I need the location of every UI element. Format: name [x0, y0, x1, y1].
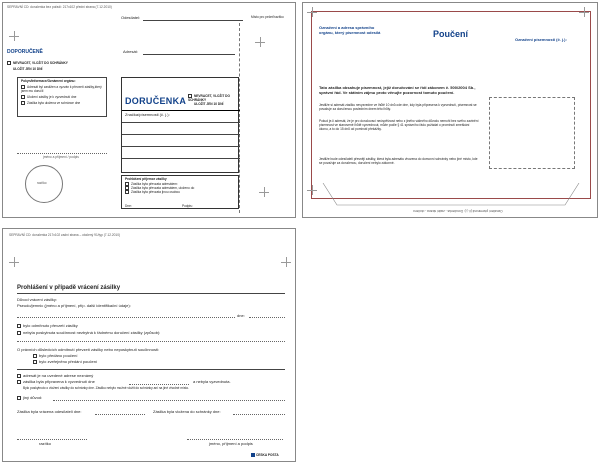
- receipt-checkbox-3[interactable]: [125, 190, 129, 194]
- c-note: Bylo poskytnuto o vložení zásilky do schránky dne. Zásilku nebylo možné vložit do schránky ani na jiné vhodné místo.: [23, 386, 190, 390]
- receipt-line: Zásilka byla převzata jinou osobou: [122, 190, 238, 194]
- back-ref-label: Označení písemnosti (č. j.):: [515, 37, 567, 42]
- crop-mark: [255, 37, 265, 47]
- front-page: [2, 2, 296, 218]
- addressee-line: Pseudo/jemnic (jméno a příjmení, příp. další identifikační údaje):: [17, 303, 131, 308]
- return-stamp-label: razítko: [39, 441, 52, 446]
- doruc-flags: NEVRACET, VLOŽIT DO SCHRÁNKY ULOŽIT JEN 10 DNÍ: [188, 94, 230, 107]
- receipt-sign-label: Podpis:: [182, 204, 193, 208]
- crop-mark: [9, 257, 19, 267]
- perforation: [239, 23, 240, 213]
- back-window: [489, 97, 575, 169]
- option-c3: jiný důvod:: [17, 395, 42, 400]
- return-label: Důvod vrácení zásilky:: [17, 297, 58, 302]
- brand-logo: CESKA POSTA: [251, 453, 279, 457]
- doruc-box: [121, 77, 239, 173]
- receipt-box: [121, 175, 239, 209]
- option-a1-checkbox[interactable]: [17, 324, 21, 328]
- option-c2: zásilka byla připravena k vyzvednutí dne: [17, 379, 95, 384]
- option-a2: nebyla poskytnuta součinnost nezbytná k řádnému doručení zásilky (způsob):: [17, 330, 160, 335]
- crop-mark: [307, 7, 317, 17]
- option-b2-checkbox[interactable]: [33, 360, 37, 364]
- back-sender-block: Označení a adresa správního orgánu, který písemnost odesílá: [319, 25, 381, 36]
- back-footer-flip: Označení písemnosti (č. j.): Doručenka ‑ zadní strana ‑ otočeno: [413, 209, 503, 213]
- crop-mark: [259, 187, 269, 197]
- ready-suffix: a nebyla vyzvednuta.: [193, 379, 231, 384]
- crop-mark: [9, 31, 19, 41]
- no-deposit-flag: NEVRACET, VLOŽIT DO SCHRÁNKY: [7, 61, 68, 65]
- option-c1-checkbox[interactable]: [17, 374, 21, 378]
- front-header: SEPRAVNÍ CD: doručenka bez pořadí: 217x102 přední strana (7.12.2010): [7, 5, 112, 9]
- option-b2: bylo zveřejněno předání poučení: [33, 359, 97, 364]
- back-paragraph: Jestliže bude odesílateli přesněji zásilky, která byla adresátu vhozena do domovní schránky nebo jiné místo, kde se považuje za doručenou, doručení nebylo zákonné.: [319, 157, 478, 165]
- receipt-line: Zásilka byla převzata adresátem:: [122, 182, 238, 186]
- back-page: [302, 2, 598, 218]
- back-title: Poučení: [433, 29, 469, 39]
- instruction-checkbox-3[interactable]: [21, 101, 25, 105]
- receipt-line: Zásilka byla převzata adresátem, uloženo do: [122, 186, 238, 190]
- sender-label: Odesílatel:: [121, 15, 141, 20]
- crop-mark: [281, 257, 291, 267]
- option-a1: bylo odmítnuto převzetí zásilky: [17, 323, 78, 328]
- back-paragraph: Pokud je-li adresát, že je pro doručovací neúspěšnost nebo z jiného vážného důvodu nemohl bez svého zavinění písemnost ve stanovené lhůtě vyzvednout, může podle § 41 správního řádu požádat o prominutí zmeškání úkonu, a to do 15 dnů od pominutí překážky.: [319, 119, 479, 131]
- instruction-item: Uložení zásilky je k vyzvednutí dne: [18, 94, 106, 100]
- return-date-label: Zásilka byla vrácena odesílateli dne:: [17, 409, 82, 414]
- instruction-title: Pokyn/Informace/Oznámení orgánu:: [21, 79, 76, 83]
- crop-mark: [307, 185, 317, 195]
- option-c3-checkbox[interactable]: [17, 396, 21, 400]
- option-b1-checkbox[interactable]: [33, 354, 37, 358]
- instruction-item: Adresát byl zastižen a vyzván k převzetí zásilky,který jsem mu doručil: [21, 85, 102, 94]
- doruc-ref-label: Značka/písemnosti (č. j.):: [125, 112, 170, 117]
- sign-label: jméno a příjmení / podpis: [43, 155, 79, 159]
- seal-label: Místo pro pečeť/razítko: [251, 15, 284, 19]
- reason-intro: O právních důsledcích odmítnutí převzetí zásilky nebo neposkytnutí součinnosti:: [17, 347, 160, 352]
- back-intro: Tato zásilka obsahuje písemnost, jejíž doručování se řídí zákonem č. 500/2004 Sb., správní řád. Ve státním zájmu proto věnujte pozornost tomuto poučení.: [319, 85, 476, 96]
- brand-icon: [251, 453, 255, 457]
- flap-outline: [323, 183, 579, 205]
- return-title: Prohlášení v případě vrácení zásilky: [17, 285, 121, 291]
- envelope-flap: [303, 183, 599, 219]
- instruction-checkbox-2[interactable]: [21, 95, 25, 99]
- instruction-item: Zásilka byla uložena ve schránce dne: [18, 100, 106, 106]
- box-date-label: Zásilka byla vložena do schránky dne:: [153, 409, 221, 414]
- doruc-title: DORUČENKA: [125, 96, 187, 106]
- crop-mark: [579, 7, 589, 17]
- return-page: [2, 228, 296, 462]
- cancelled-flag: ULOŽIT JEN 10 DNÍ: [13, 67, 43, 71]
- option-a2-checkbox[interactable]: [17, 331, 21, 335]
- receipt-date-label: Dne:: [125, 204, 132, 208]
- return-header: SEPRAVNÍ CD: doručenka 217x102 zadní strana – otočený 91/typ (7.12.2010): [9, 233, 121, 237]
- instruction-box: [17, 77, 107, 117]
- return-sign-label: jméno, příjmení a podpis: [209, 441, 253, 446]
- delivery-title: DOPORUČENĚ: [7, 49, 43, 55]
- addressee-label: Adresát:: [123, 49, 138, 54]
- receipt-title: Prohlášení příjemce zásilky: [125, 177, 167, 181]
- stamp-label: razítko: [37, 181, 47, 185]
- no-deposit-checkbox[interactable]: [7, 61, 11, 65]
- option-b1: bylo předáno poučení: [33, 353, 77, 358]
- option-c1: adresát je na uvedené adrese neznámý: [17, 373, 93, 378]
- back-paragraph: Jestliže si adresát zásilku nevyzvedne ve lhůtě 10 dnů ode dne, kdy byla připravena k vyzvednutí, písemnost se považuje za doručenou posledním dnem této lhůty.: [319, 103, 477, 111]
- return-date-label-top: dne:: [237, 313, 245, 318]
- option-c2-checkbox[interactable]: [17, 380, 21, 384]
